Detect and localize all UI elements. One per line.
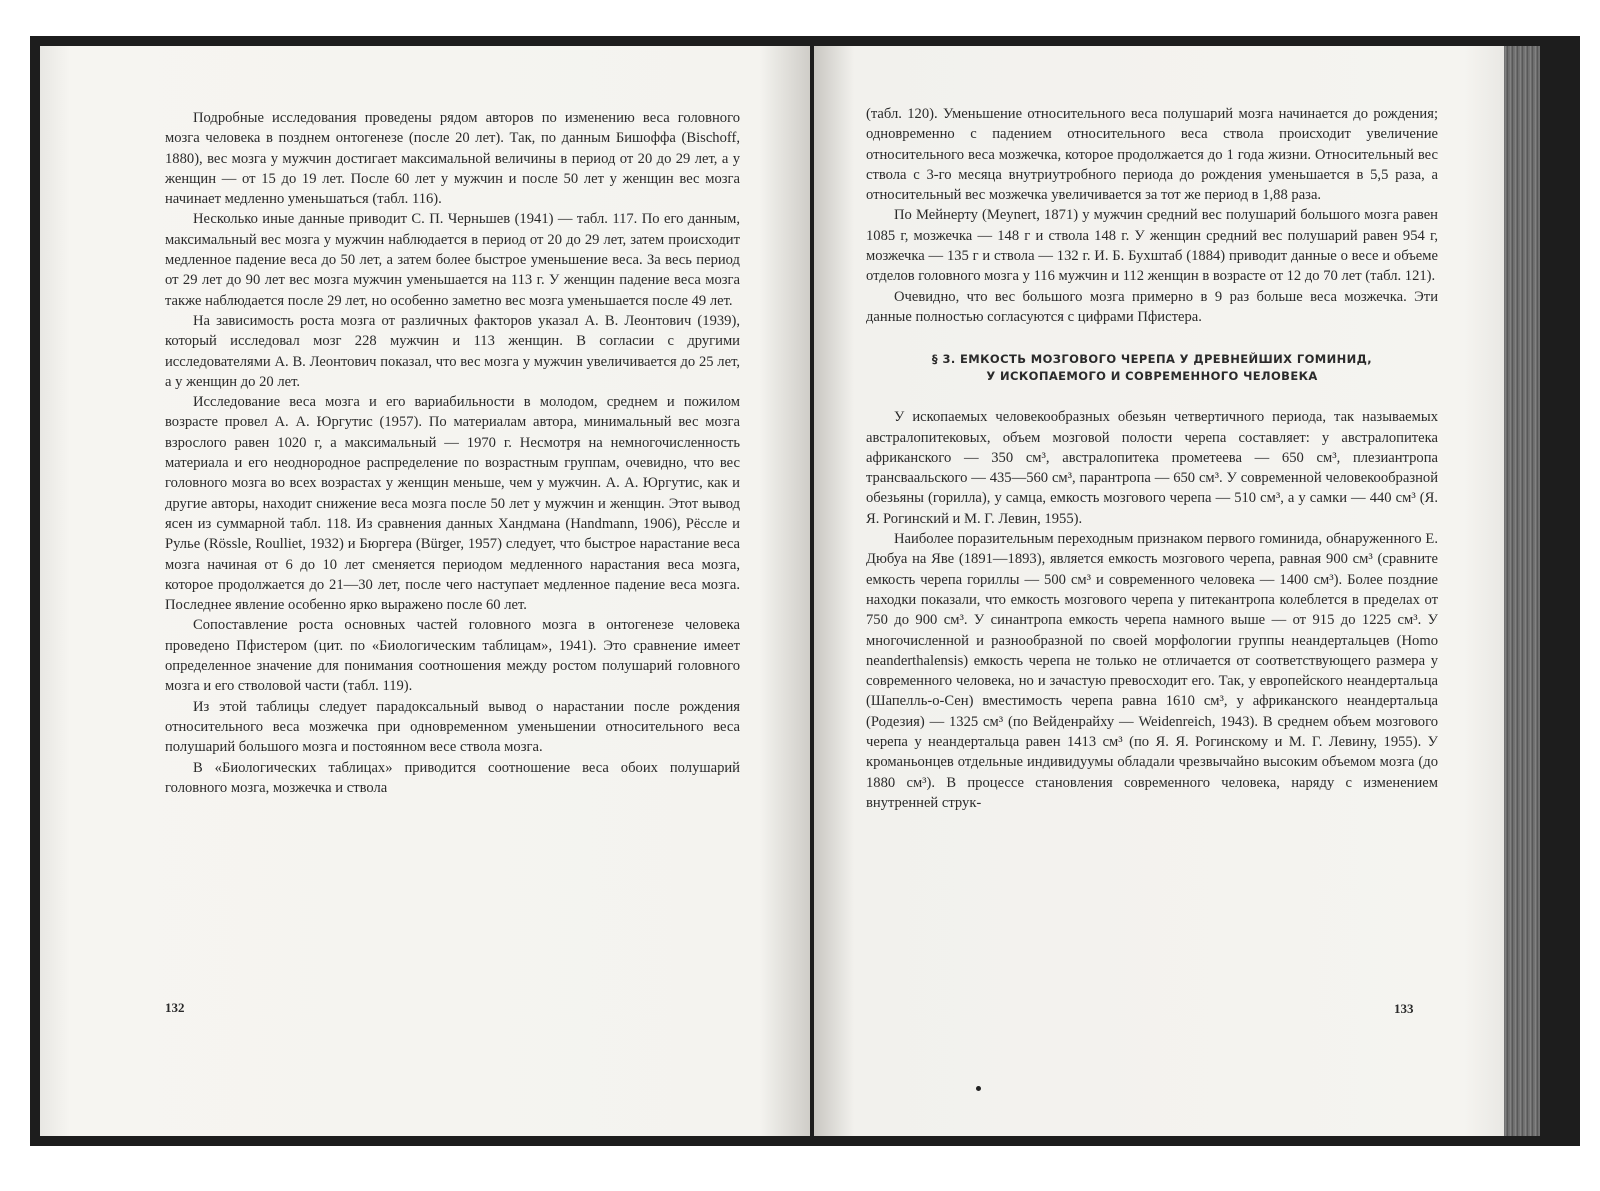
- paragraph: Сопоставление роста основных частей головного мозга в онтогенезе человека проведено Пфистером (цит. по «Биологическим таблицам», 1941). Это сравнение имеет определенное значение для понимания соотношения между ростом полушарий головного мозга и его стволовой части (табл. 119).: [165, 617, 740, 695]
- paragraph: У ископаемых человекообразных обезьян четвертичного периода, так называемых австралопитековых, объем мозговой полости черепа составляет: у австралопитека африканского — 350 см³, австралопитека прометеева — 650 см³, плезиантропа трансваальского — 435—560 см³, парантропа — 650 см³. У современной человекообразной обезьяны (горилла), у самца, емкость мозгового черепа — 510 см³, а у самки — 440 см³ (Я. Я. Рогинский и М. Г. Левин, 1955).: [866, 409, 1438, 527]
- section-heading: [866, 351, 1438, 385]
- page-number-right: 133: [1394, 1001, 1414, 1016]
- right-page-text: [866, 104, 1438, 813]
- paragraph: Очевидно, что вес большого мозга примерно в 9 раз больше веса мозжечка. Эти данные полностью согласуются с цифрами Пфистера.: [866, 288, 1438, 325]
- paragraph: Из этой таблицы следует парадоксальный вывод о нарастании после рождения относительного веса мозжечка при одновременном уменьшении относительного веса полушарий большого мозга и постоянном весе ствола мозга.: [165, 698, 740, 756]
- paragraph: Подробные исследования проведены рядом авторов по изменению веса головного мозга человека в позднем онтогенезе (после 20 лет). Так, по данным Бишоффа (Bischoff, 1880), вес мозга у мужчин достигает максимальной величины в период от 20 до 29 лет, а у женщин — от 15 до 19 лет. После 60 лет у мужчин и после 50 лет у женщин вес мозга начинает медленно уменьшаться (табл. 116).: [165, 110, 740, 208]
- paragraph: Исследование веса мозга и его вариабильности в молодом, среднем и пожилом возрасте провел А. А. Юргутис (1957). По материалам автора, минимальный вес мозга взрослого равен 1020 г, а максимальный — 1970 г. Несмотря на немногочисленность материала и его неоднородное распределение по возрастным группам, очевидно, что вес головного мозга во всех возрастах у женщин меньше, чем у мужчин. А. А. Юргутис, как и другие авторы, находит снижение веса мозга после 50 лет у мужчин и женщин. Этот вывод ясен из суммарной табл. 118. Из сравнения данных Хандмана (Handmann, 1906), Рёссле и Рулье (Rössle, Roulliet, 1932) и Бюргера (Bürger, 1957) следует, что быстрое нарастание веса мозга начиная от 6 до 10 лет сменяется периодом медленного нарастания веса мозга, которое продолжается до 21—30 лет, после чего наступает медленное падение веса мозга. Последнее явление особенно ярко выражено после 60 лет.: [165, 394, 740, 614]
- paragraph: На зависимость роста мозга от различных факторов указал А. В. Леонтович (1939), который исследовал мозг 228 мужчин и 113 женщин. В согласии с другими исследователями А. В. Леонтович показал, что вес мозга у мужчин увеличивается до 25 лет, а у женщин до 20 лет.: [165, 312, 740, 390]
- page-edges: [1504, 46, 1540, 1136]
- left-page-text: [165, 108, 740, 798]
- right-page: [814, 46, 1504, 1136]
- paragraph: Несколько иные данные приводит С. П. Черньшев (1941) — табл. 117. По его данным, максимальный вес мозга у мужчин наблюдается в период от 20 до 29 лет, затем происходит медленное падение веса до 50 лет, а затем более быстрое уменьшение веса. За весь период от 29 лет до 90 лет вес мозга мужчин уменьшается на 113 г. У женщин падение веса мозга также наблюдается после 29 лет, но особенно заметно вес мозга уменьшается после 49 лет.: [165, 211, 740, 309]
- section-heading-line-2: У ИСКОПАЕМОГО И СОВРЕМЕННОГО ЧЕЛОВЕКА: [986, 369, 1318, 384]
- paragraph: По Мейнерту (Meynert, 1871) у мужчин средний вес полушарий большого мозга равен 1085 г, мозжечка — 148 г и ствола 148 г. У женщин средний вес полушарий равен 954 г, мозжечка — 135 г и ствола — 132 г. И. Б. Бухштаб (1884) приводит данные о весе и объеме отделов головного мозга у 116 мужчин и 112 женщин в возрасте от 12 до 70 лет (табл. 121).: [866, 207, 1438, 285]
- paragraph: Наиболее поразительным переходным признаком первого гоминида, обнаруженного Е. Дюбуа на Яве (1891—1893), является емкость мозгового черепа, равная 900 см³ (сравните емкость черепа гориллы — 500 см³ и современного человека — 1400 см³). Более поздние находки показали, что емкость мозгового черепа у питекантропа колеблется в пределах от 750 до 900 см³. У синантропа емкость черепа намного выше — от 915 до 1225 см³. У многочисленной и разнообразной по своей морфологии группы неандертальцев (Homo neanderthalensis) емкость черепа не только не отличается от соответствующего размера у современного человека, но и зачастую превосходит его. Так, у европейского неандертальца (Шапелль-о-Сен) вместимость черепа равна 1610 см³, у африканского неандертальца (Родезия) — 1325 см³ (по Вейденрайху — Weidenreich, 1943). В среднем объем мозгового черепа у неандертальца равен 1413 см³ (по Я. Я. Рогинскому и М. Г. Левину, 1955). У кроманьонцев отдельные индивидуумы обладали чрезвычайно высоким объемом мозга (до 1880 см³). В процессе становления современного человека, наряду с изменением внутренней струк-: [866, 531, 1438, 811]
- section-heading-line-1: § 3. ЕМКОСТЬ МОЗГОВОГО ЧЕРЕПА У ДРЕВНЕЙШИХ ГОМИНИД,: [931, 352, 1373, 367]
- ink-dot: [976, 1086, 981, 1091]
- paragraph: В «Биологических таблицах» приводится соотношение веса обоих полушарий головного мозга, мозжечка и ствола: [165, 759, 740, 796]
- open-book: [30, 36, 1580, 1146]
- paragraph: (табл. 120). Уменьшение относительного веса полушарий мозга начинается до рождения; одновременно с падением относительного веса ствола происходит увеличение относительного веса мозжечка, которое продолжается до 1 года жизни. Относительный вес ствола с 3-го месяца внутриутробного периода до рождения уменьшается в 5,5 раза, а относительный вес мозжечка увеличивается за тот же период в 1,88 раза.: [866, 106, 1438, 204]
- left-page: [40, 46, 810, 1136]
- page-number-left: 132: [165, 1000, 185, 1015]
